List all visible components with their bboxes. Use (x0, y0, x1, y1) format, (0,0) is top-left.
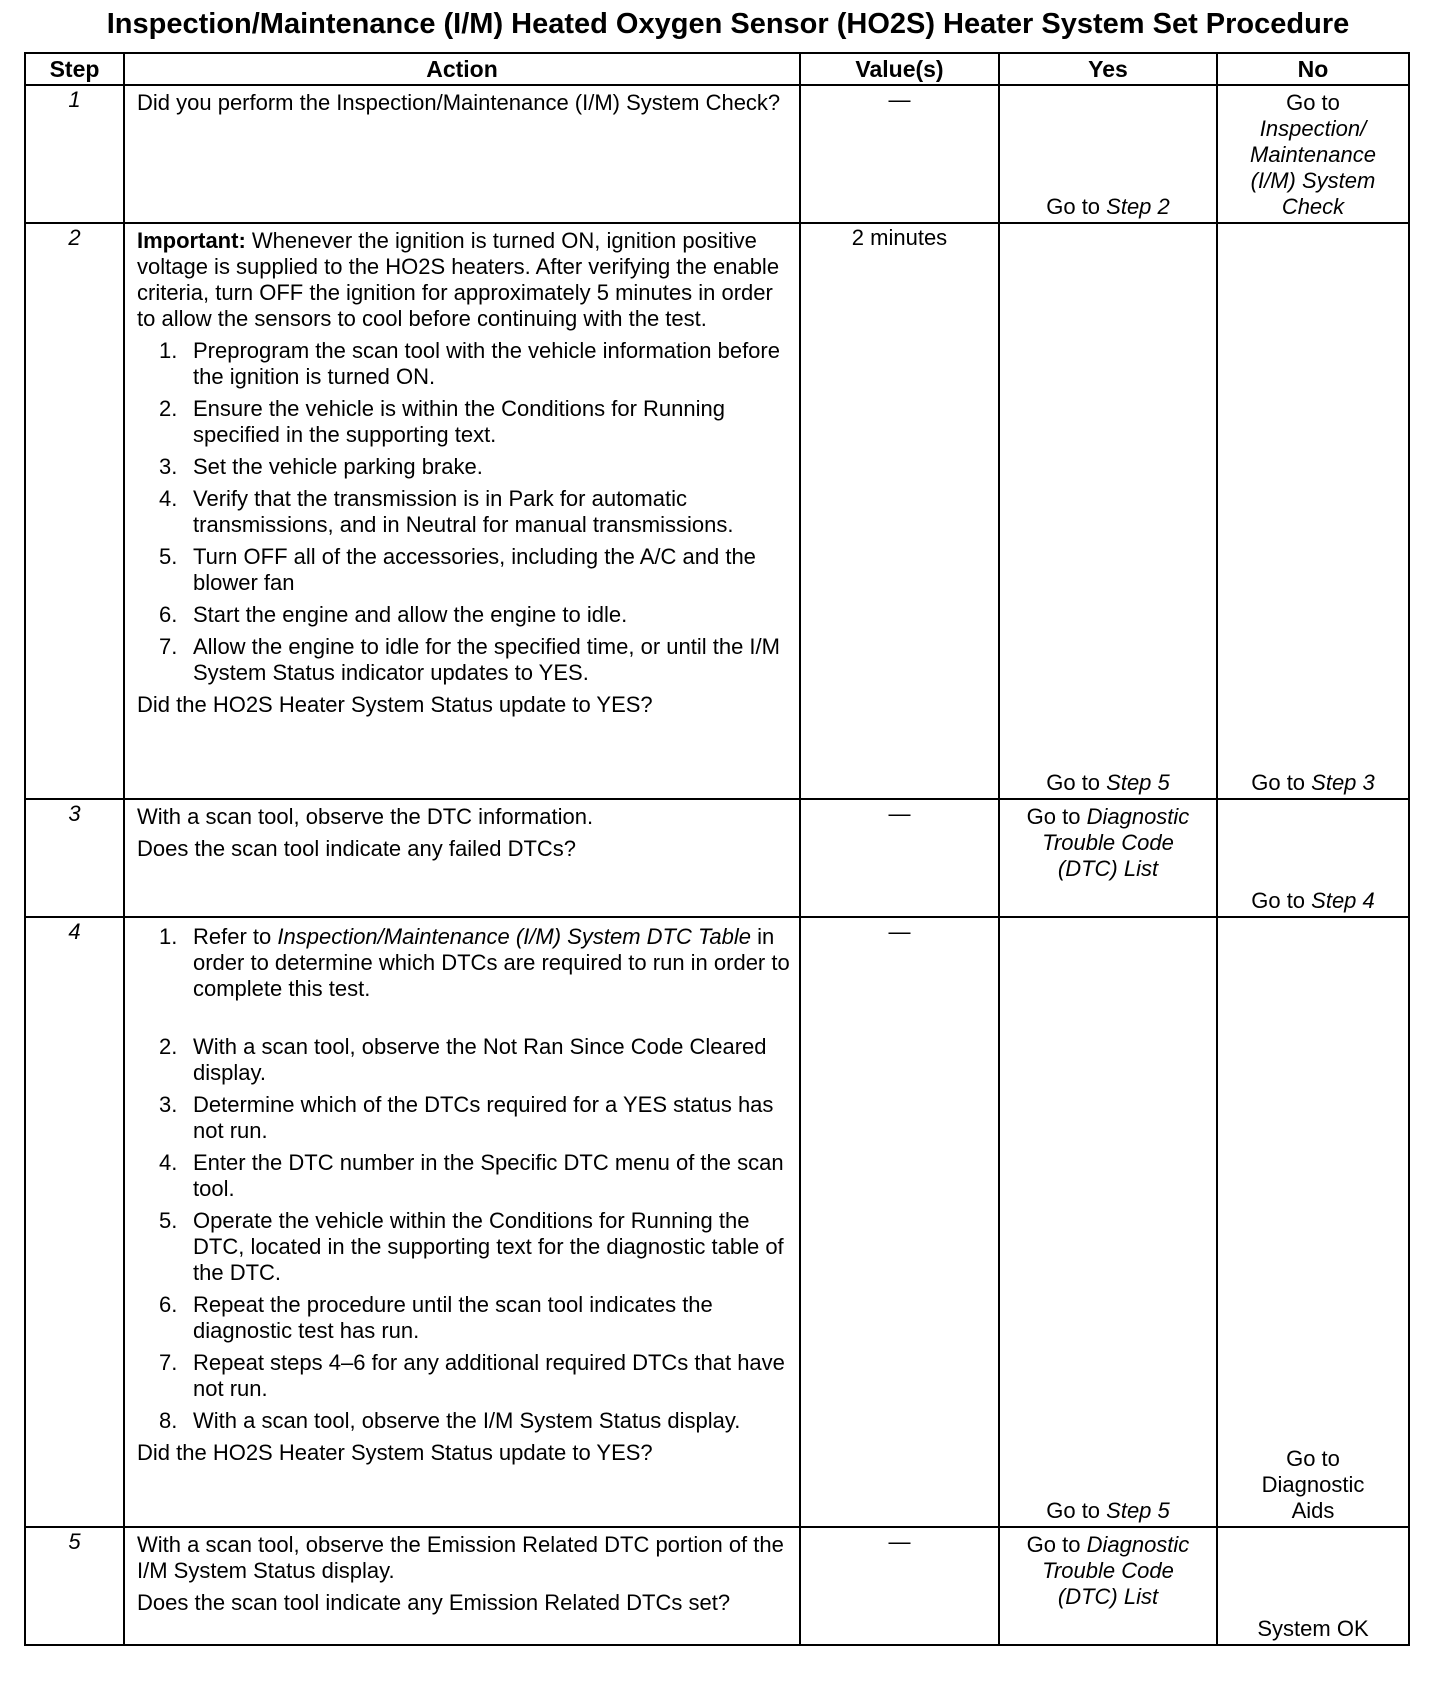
yes-cell (999, 85, 1217, 223)
list-item: 1. Preprogram the scan tool with the vehicle information before the ignition is turned ON. (159, 338, 780, 389)
list-item: 6. Repeat the procedure until the scan tool indicates the diagnostic test has run. (159, 1292, 713, 1343)
list-item: 1. Refer to Inspection/Maintenance (I/M) System DTC Table in order to determine which DTCs are required to run in order to complete this test. (159, 924, 790, 1001)
header-yes: Yes (999, 53, 1217, 85)
yes-cell (999, 799, 1217, 917)
yes-goto: Go to Step 2 (1046, 194, 1170, 219)
step-number: 1 (25, 85, 124, 223)
action-question: Did the HO2S Heater System Status update to YES? (137, 1440, 653, 1465)
no-link[interactable]: Inspection/ Maintenance (I/M) System Check (1250, 116, 1376, 219)
no-cell (1217, 917, 1409, 1527)
yes-cell (999, 223, 1217, 799)
no-cell (1217, 799, 1409, 917)
no-goto: Go to Step 4 (1251, 888, 1375, 913)
action-text: With a scan tool, observe the DTC information. (137, 804, 594, 829)
yes-goto: Go to Diagnostic Trouble Code (DTC) List (1026, 1532, 1190, 1609)
substep-list (137, 338, 791, 686)
substep-list (137, 924, 791, 1434)
yes-link[interactable]: Step 2 (1106, 194, 1170, 219)
list-item: 5. Operate the vehicle within the Conditions for Running the DTC, located in the supporting text for the diagnostic table of the DTC. (159, 1208, 784, 1285)
no-result: System OK (1257, 1616, 1369, 1641)
action-question: Does the scan tool indicate any Emission Related DTCs set? (137, 1590, 731, 1615)
action-cell (124, 223, 800, 799)
list-item: 5. Turn OFF all of the accessories, including the A/C and the blower fan (159, 544, 756, 595)
yes-link[interactable]: Step 5 (1106, 1498, 1170, 1523)
action-cell (124, 917, 800, 1527)
value-cell: — (800, 917, 999, 1527)
header-step: Step (25, 53, 124, 85)
header-action: Action (124, 53, 800, 85)
procedure-table (24, 52, 1410, 1646)
value-cell: — (800, 1527, 999, 1645)
yes-link[interactable]: Step 5 (1106, 770, 1170, 795)
action-text: With a scan tool, observe the Emission Related DTC portion of the I/M System Status display. (137, 1532, 784, 1583)
yes-link[interactable]: Diagnostic Trouble Code (DTC) List (1042, 804, 1190, 881)
no-cell (1217, 85, 1409, 223)
value-cell: 2 minutes (800, 223, 999, 799)
list-item: 8. With a scan tool, observe the I/M System Status display. (159, 1408, 741, 1433)
important-label: Important: (137, 228, 246, 253)
action-question: Does the scan tool indicate any failed DTCs? (137, 836, 577, 861)
no-goto: Go to Inspection/ Maintenance (I/M) System Check (1250, 90, 1376, 219)
list-item: 6. Start the engine and allow the engine to idle. (159, 602, 628, 627)
list-item: 3. Set the vehicle parking brake. (159, 454, 483, 479)
step-number: 2 (25, 223, 124, 799)
header-no: No (1217, 53, 1409, 85)
action-question: Did the HO2S Heater System Status update to YES? (137, 692, 653, 717)
no-cell (1217, 1527, 1409, 1645)
table-header-row (25, 53, 1409, 85)
yes-cell (999, 917, 1217, 1527)
no-link[interactable]: Step 3 (1311, 770, 1375, 795)
dtc-table-link[interactable]: Inspection/Maintenance (I/M) System DTC Table (277, 924, 751, 949)
table-row (25, 917, 1409, 1527)
important-note: Important: Whenever the ignition is turned ON, ignition positive voltage is supplied to the HO2S heaters. After verifying the enable criteria, turn OFF the ignition for approximately 5 minutes in order to allow the sensors to cool before continuing with the test. (137, 228, 780, 331)
no-cell (1217, 223, 1409, 799)
list-item: 3. Determine which of the DTCs required for a YES status has not run. (159, 1092, 774, 1143)
list-item: 4. Verify that the transmission is in Park for automatic transmissions, and in Neutral for manual transmissions. (159, 486, 734, 537)
yes-goto: Go to Step 5 (1046, 1498, 1170, 1523)
yes-link[interactable]: Diagnostic Trouble Code (DTC) List (1042, 1532, 1190, 1609)
action-cell (124, 799, 800, 917)
list-item: 7. Allow the engine to idle for the specified time, or until the I/M System Status indicator updates to YES. (159, 634, 780, 685)
yes-cell (999, 1527, 1217, 1645)
table-row (25, 85, 1409, 223)
list-item: 4. Enter the DTC number in the Specific DTC menu of the scan tool. (159, 1150, 784, 1201)
list-item: 2. Ensure the vehicle is within the Conditions for Running specified in the supporting text. (159, 396, 725, 447)
value-cell: — (800, 85, 999, 223)
header-values: Value(s) (800, 53, 999, 85)
no-goto[interactable]: Go to Diagnostic Aids (1261, 1446, 1365, 1523)
table-row (25, 223, 1409, 799)
table-row (25, 799, 1409, 917)
step-number: 5 (25, 1527, 124, 1645)
list-item: 2. With a scan tool, observe the Not Ran Since Code Cleared display. (159, 1034, 767, 1085)
yes-goto: Go to Step 5 (1046, 770, 1170, 795)
no-link[interactable]: Step 4 (1311, 888, 1375, 913)
action-cell (124, 1527, 800, 1645)
value-cell: — (800, 799, 999, 917)
no-goto: Go to Step 3 (1251, 770, 1375, 795)
action-cell (124, 85, 800, 223)
step-number: 3 (25, 799, 124, 917)
list-item: 7. Repeat steps 4–6 for any additional required DTCs that have not run. (159, 1350, 785, 1401)
table-row (25, 1527, 1409, 1645)
step-number: 4 (25, 917, 124, 1527)
yes-goto: Go to Diagnostic Trouble Code (DTC) List (1026, 804, 1190, 881)
action-text: Did you perform the Inspection/Maintenance (I/M) System Check? (137, 90, 781, 115)
procedure-title: Inspection/Maintenance (I/M) Heated Oxygen Sensor (HO2S) Heater System Set Procedure (106, 8, 1350, 40)
